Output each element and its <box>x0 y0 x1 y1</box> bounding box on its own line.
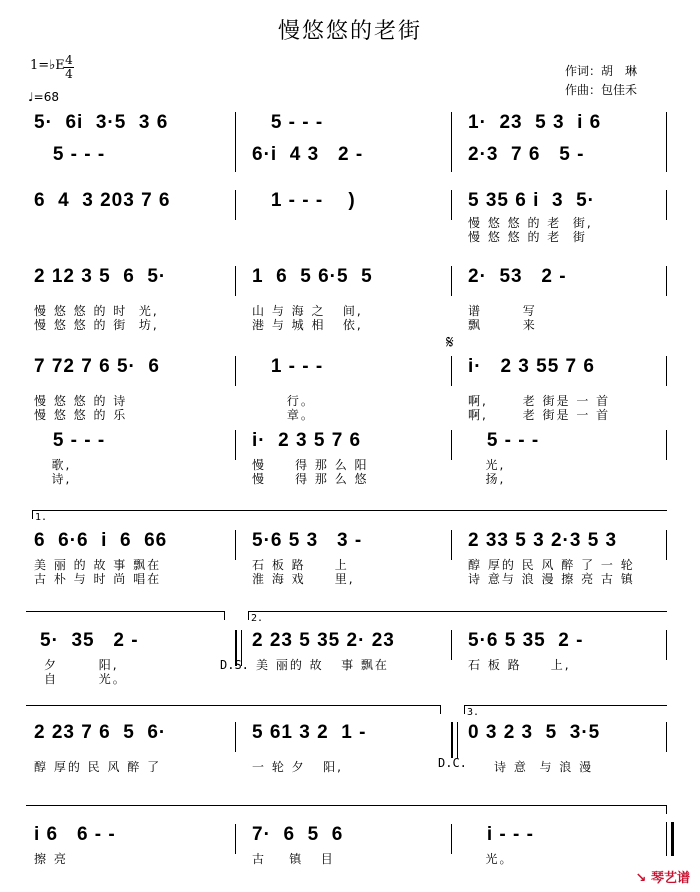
lyric-verse-2: 飘 来 <box>468 318 537 332</box>
barline <box>235 356 236 386</box>
volta-label: 3. <box>467 707 480 718</box>
measure-notes: i 6 6 - - <box>34 824 116 845</box>
barline <box>666 722 667 752</box>
score-line-2 <box>30 186 670 256</box>
measure-notes: 2 23 5 35 2· 23 <box>252 630 395 651</box>
lyric-verse-2: 慢 悠 悠 的 老 街 <box>468 230 587 244</box>
measure-notes: 5·6 5 3 3 - <box>252 530 363 551</box>
score-line-9 <box>30 822 670 872</box>
time-signature <box>64 54 74 81</box>
lyric-verse-1: 一 轮 夕 阳, <box>252 760 343 774</box>
barline <box>666 630 667 660</box>
lyric-verse-1: 石 板 路 上 <box>252 558 349 572</box>
lyric-verse-2: 港 与 城 相 依, <box>252 318 363 332</box>
composer: 作曲：包佳禾 <box>565 83 638 97</box>
lyric-verse-1: 歌, <box>34 458 72 472</box>
lyric-verse-2: 扬, <box>468 472 506 486</box>
segno-icon: 𝄋 <box>446 332 454 353</box>
key-signature: 1=♭E <box>30 58 65 73</box>
lyric-verse-1: 美 丽 的 故 事 飘在 <box>34 558 162 572</box>
double-barline <box>451 722 458 758</box>
measure-notes: 5 - - - <box>34 430 106 451</box>
lyric-verse-1: 擦 亮 <box>34 852 68 866</box>
measure-notes: 5 - - - <box>252 112 324 133</box>
barline <box>666 112 667 172</box>
lyric-verse-1: 光。 <box>468 852 514 866</box>
lyric-verse-2: 诗, <box>34 472 72 486</box>
lyric-verse-1: 慢 得 那 么 阳 <box>252 458 369 472</box>
barline <box>451 190 452 220</box>
measure-notes: 5 - - - <box>468 430 540 451</box>
lyric-verse-1: 醇 厚的 民 风 醉 了 一 轮 <box>468 558 635 572</box>
lyric-verse-2: 自 光。 <box>44 672 127 686</box>
lyric-verse-2: 慢 得 那 么 悠 <box>252 472 369 486</box>
measure-notes: 2 12 3 5 6 5· <box>34 266 167 287</box>
volta-1-continuation <box>26 611 225 620</box>
barline <box>235 266 236 296</box>
barline <box>235 190 236 220</box>
lyric-verse-1: 山 与 海 之 间, <box>252 304 363 318</box>
lyric-verse-1: 慢 悠 悠 的 老 街, <box>468 216 593 230</box>
score-line-8 <box>30 720 670 780</box>
score-line-6 <box>30 528 670 594</box>
score-line-4 <box>30 352 670 422</box>
barline <box>451 112 452 172</box>
volta-label: 2. <box>251 613 264 624</box>
measure-notes: 7 72 7 6 5· 6 <box>34 356 160 377</box>
measure-notes-lower: 5 - - - <box>34 144 106 165</box>
time-numerator: 4 <box>65 53 73 67</box>
measure-notes: 5· 35 2 - <box>40 630 139 651</box>
measure-notes: 1 - - - <box>252 356 324 377</box>
lyric-verse-1: 谱 写 <box>468 304 537 318</box>
lyric-verse-2: 啊, 老 街是 一 首 <box>468 408 611 422</box>
lyric-verse-1: 石 板 路 上, <box>468 658 571 672</box>
measure-notes: 7· 6 5 6 <box>252 824 344 845</box>
barline <box>666 430 667 460</box>
barline <box>451 430 452 460</box>
measure-notes: 2 23 7 6 5 6· <box>34 722 167 743</box>
volta-label: 1. <box>35 512 48 523</box>
lyric-verse-2: 诗 意与 浪 漫 擦 亮 古 镇 <box>468 572 635 586</box>
lyric-verse-1: 慢 悠 悠 的 时 光, <box>34 304 159 318</box>
score-line-7 <box>30 628 670 688</box>
measure-notes-lower: 6·i 4 3 2 - <box>252 144 364 165</box>
volta-2-continuation <box>26 705 441 714</box>
lyric-verse-1: 光, <box>468 458 506 472</box>
score-line-5 <box>30 428 670 494</box>
barline <box>666 266 667 296</box>
lyricist: 作词：胡 琳 <box>565 64 638 78</box>
barline <box>666 190 667 220</box>
measure-notes: 2· 53 2 - <box>468 266 567 287</box>
lyric-verse-2: 慢 悠 悠 的 街 坊, <box>34 318 159 332</box>
measure-notes: 1· 23 5 3 i 6 <box>468 112 602 133</box>
time-denominator: 4 <box>65 67 73 81</box>
barline <box>451 266 452 296</box>
measure-notes: 6 6·6 i 6 66 <box>34 530 168 551</box>
barline <box>451 630 452 660</box>
measure-notes: 1 - - - ) <box>252 190 356 211</box>
barline <box>235 430 236 460</box>
barline <box>451 356 452 386</box>
measure-notes: 0 3 2 3 5 3·5 <box>468 722 601 743</box>
barline <box>451 530 452 560</box>
measure-notes: 6 4 3 203 7 6 <box>34 190 171 211</box>
watermark-text: 琴艺谱 <box>650 871 690 886</box>
lyric-verse-1: 慢 悠 悠 的 诗 <box>34 394 128 408</box>
measure-notes-lower: 2·3 7 6 5 - <box>468 144 585 165</box>
song-title: 慢悠悠的老街 <box>277 19 422 44</box>
measure-notes: 5· 6i 3·5 3 6 <box>34 112 169 133</box>
measure-notes: 2 33 5 3 2·3 5 3 <box>468 530 618 551</box>
measure-notes: 5·6 5 35 2 - <box>468 630 584 651</box>
lyric-verse-1: 啊, 老 街是 一 首 <box>468 394 611 408</box>
lyric-verse-1: 夕 阳, <box>44 658 119 672</box>
lyric-verse-1: 行。 <box>252 394 315 408</box>
barline <box>235 530 236 560</box>
barline <box>235 112 236 172</box>
measure-notes: i· 2 3 55 7 6 <box>468 356 595 377</box>
measure-notes: 5 61 3 2 1 - <box>252 722 367 743</box>
measure-notes: 1 6 5 6·5 5 <box>252 266 373 287</box>
volta-bracket-2 <box>248 611 667 624</box>
score-line-3 <box>30 262 670 332</box>
measure-notes: 5 35 6 i 3 5· <box>468 190 595 211</box>
lyric-verse-2: 章。 <box>252 408 315 422</box>
barline <box>235 824 236 854</box>
volta-3-continuation <box>26 805 667 814</box>
lyric-verse-2: 淮 海 戏 里, <box>252 572 355 586</box>
ds-marking: D.S. <box>220 658 249 672</box>
lyric-verse-2: 古 朴 与 时 尚 唱在 <box>34 572 162 586</box>
credits <box>565 62 637 100</box>
volta-bracket-1 <box>32 510 667 523</box>
measure-notes: i· 2 3 5 7 6 <box>252 430 362 451</box>
measure-notes: i - - - <box>468 824 534 845</box>
barline <box>235 722 236 752</box>
barline <box>666 530 667 560</box>
barline <box>451 824 452 854</box>
barline <box>666 356 667 386</box>
dc-marking: D.C. <box>438 756 467 770</box>
lyric-verse-1: 古 镇 目 <box>252 852 335 866</box>
lyric-verse-2: 慢 悠 悠 的 乐 <box>34 408 128 422</box>
final-barline <box>666 822 674 856</box>
logo-icon: ↘ <box>635 871 647 886</box>
watermark-logo <box>636 867 690 886</box>
lyric-verse-1: 诗 意 与 浪 漫 <box>494 760 594 774</box>
lyric-verse-1: 美 丽的 故 事 飘在 <box>256 658 389 672</box>
tempo-marking: ♩=68 <box>28 90 59 104</box>
lyric-verse-1: 醇 厚的 民 风 醉 了 <box>34 760 162 774</box>
volta-bracket-3 <box>464 705 667 718</box>
